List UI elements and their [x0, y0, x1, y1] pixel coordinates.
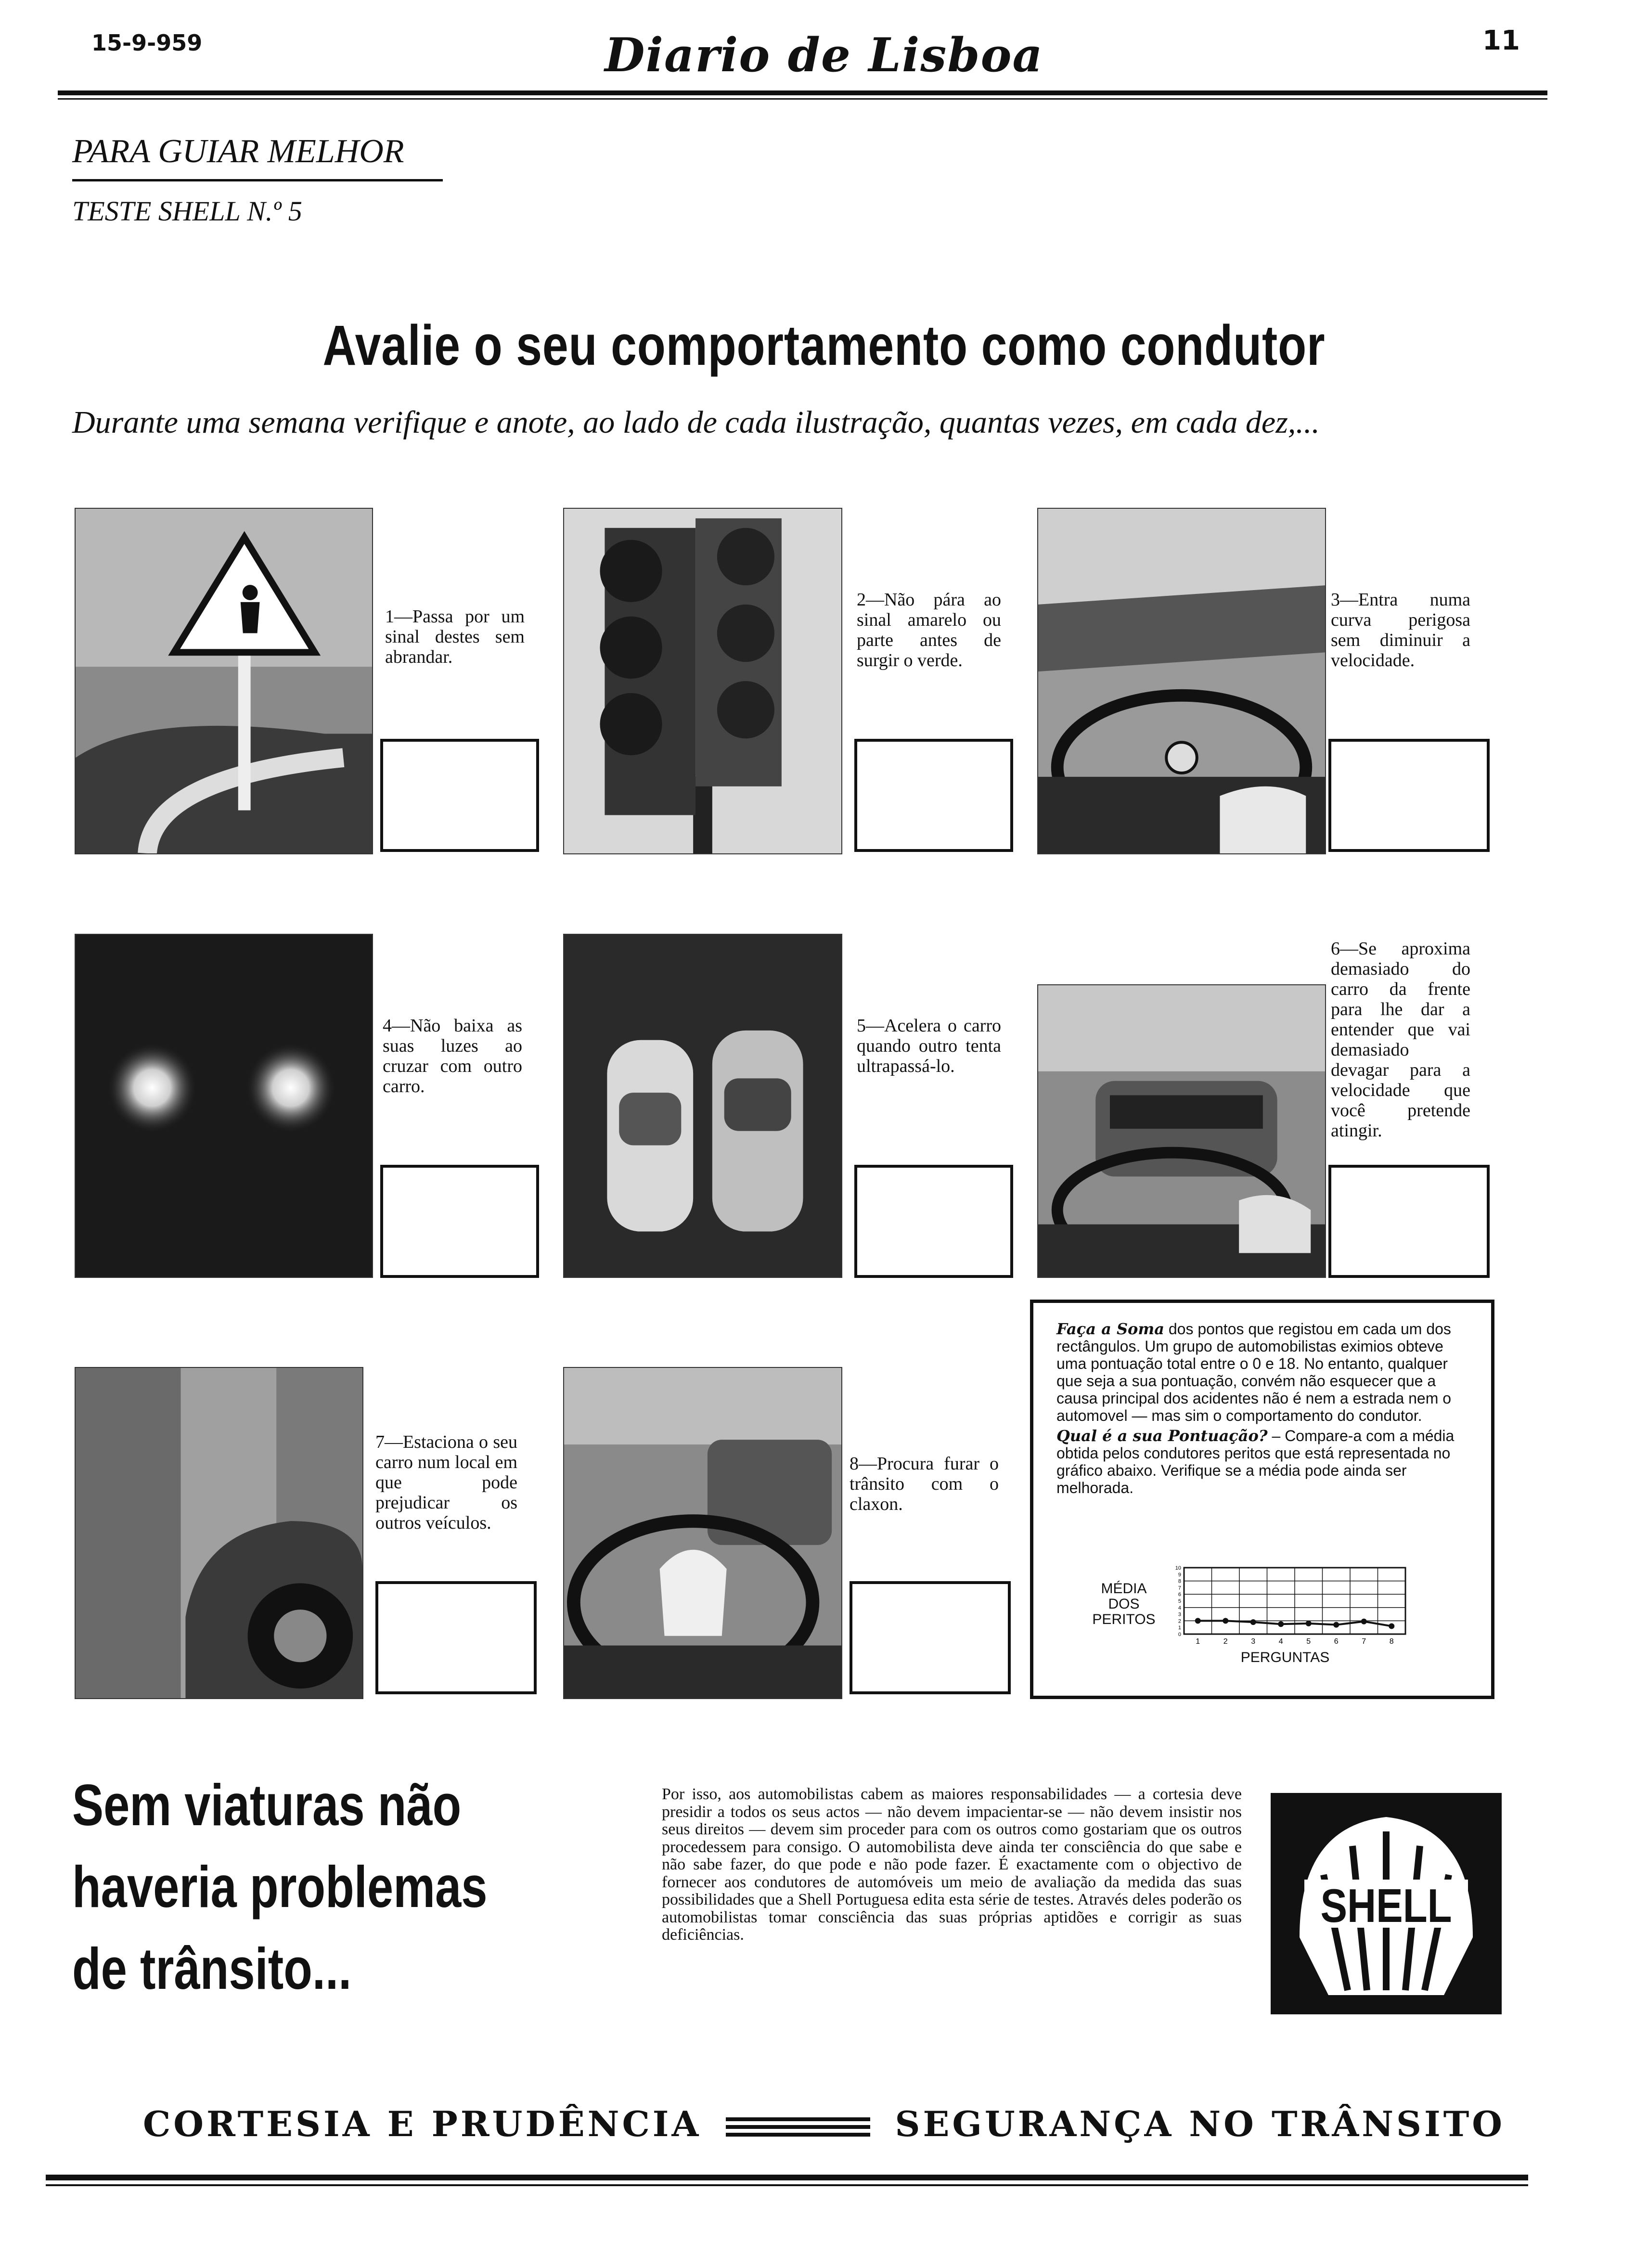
footer-slogan-left: CORTESIA E PRUDÊNCIA: [142, 2103, 702, 2144]
score-paragraph-2: [1056, 1427, 1468, 1496]
footer-rule: [46, 2175, 1528, 2180]
answer-box-7[interactable]: [375, 1581, 537, 1694]
answer-box-4[interactable]: [380, 1165, 539, 1278]
chart-x-tick-label: 2: [1223, 1637, 1228, 1646]
chart-x-tick-label: 6: [1334, 1637, 1339, 1646]
chart-data-point: [1250, 1619, 1256, 1625]
question-1-text: 1—Passa por um sinal destes sem abrandar.: [385, 606, 525, 667]
chart-data-point: [1223, 1618, 1228, 1624]
chart-y-tick-label: 10: [1175, 1565, 1181, 1571]
photo-two-cars: [563, 934, 842, 1278]
chart-y-tick-label: 7: [1178, 1585, 1181, 1591]
chart-y-tick-label: 2: [1178, 1618, 1181, 1624]
answer-box-3[interactable]: [1328, 739, 1490, 852]
question-2-text: 2—Não pára ao sinal amarelo ou parte antes de surgir o verde.: [857, 590, 1001, 670]
chart-ylabel: MÉDIA DOS PERITOS: [1092, 1581, 1156, 1627]
answer-box-5[interactable]: [854, 1165, 1013, 1278]
chart-data-point: [1306, 1621, 1312, 1626]
photo-tailgating: [1037, 984, 1326, 1278]
issue-date: 15-9-959: [91, 30, 203, 56]
chart-x-tick-label: 7: [1362, 1637, 1366, 1646]
section-kicker: PARA GUIAR MELHOR: [72, 133, 404, 170]
footer-rule-thin: [46, 2184, 1528, 2186]
chart-y-tick-label: 8: [1178, 1578, 1181, 1585]
score-paragraph-1: [1056, 1320, 1468, 1424]
score-lead-1: Faça a Soma: [1056, 1320, 1164, 1338]
test-number: TESTE SHELL N.º 5: [72, 195, 302, 227]
footer-slogan: [0, 2103, 1648, 2144]
chart-y-tick-label: 0: [1178, 1632, 1181, 1637]
masthead: Diario de Lisboa: [605, 28, 1043, 82]
header-rule: [58, 90, 1547, 95]
bottom-headline: Sem viaturas não haveria problemas de trânsito...: [72, 1772, 488, 2001]
score-text-1: dos pontos que registou em cada um dos rectângulos. Um grupo de automobilistas eximios obteve uma pontuação total entre o 0 e 18. No entanto, qualquer que seja a sua pontuação, convém não esquecer que a causa principal dos acidentes não é nem a estrada nem o automovel — mas sim o comportamento do condutor.: [1056, 1320, 1452, 1424]
footer-equals-sign: [726, 2117, 870, 2137]
chart-y-tick-label: 6: [1178, 1592, 1181, 1598]
photo-driver-curve: [1037, 508, 1326, 854]
answer-box-2[interactable]: [854, 739, 1013, 852]
header-rule-thin: [58, 98, 1547, 100]
kicker-rule: [72, 179, 443, 181]
footer-slogan-right: SEGURANÇA NO TRÂNSITO: [895, 2103, 1506, 2144]
page-number: 11: [1482, 25, 1520, 56]
chart-x-tick-label: 8: [1389, 1637, 1394, 1646]
question-4-text: 4—Não baixa as suas luzes ao cruzar com outro carro.: [383, 1016, 522, 1096]
chart-y-tick-label: 4: [1178, 1605, 1181, 1611]
chart-x-tick-label: 1: [1196, 1637, 1200, 1646]
chart-xlabel: PERGUNTAS: [1240, 1649, 1330, 1665]
photo-horn: [563, 1367, 842, 1699]
question-3-text: 3—Entra numa curva perigosa sem diminuir a velocidade.: [1331, 590, 1470, 670]
chart-data-point: [1278, 1621, 1284, 1627]
chart-y-tick-label: 3: [1178, 1611, 1181, 1618]
chart-y-tick-label: 1: [1178, 1625, 1181, 1631]
question-6-text: 6—Se aproxima demasiado do carro da frente para lhe dar a entender que vai demasiado devagar para a velocidade que você pretende atingir.: [1331, 939, 1470, 1141]
score-lead-2: Qual é a sua Pontuação?: [1056, 1427, 1268, 1445]
subheadline: Durante uma semana verifique e anote, ao lado de cada ilustração, quantas vezes, em cada dez,...: [72, 405, 1320, 440]
chart-data-point: [1361, 1619, 1367, 1624]
chart-x-tick-label: 5: [1306, 1637, 1311, 1646]
chart-x-tick-label: 3: [1251, 1637, 1256, 1646]
chart-data-point: [1389, 1623, 1394, 1629]
experts-chart: [1165, 1562, 1415, 1649]
bottom-body-text: Por isso, aos automobilistas cabem as maiores responsabilidades — a cortesia deve presidir a todos os seus actos — não devem impacientar-se — não devem insistir nos seus direitos — devem sim proceder para com os outros como gostariam que os outros procedessem para consigo. O automobilista deve ainda ter consciência do que sabe e não sabe fazer, do que pode e não pode fazer. É exactamente com o objectivo de fornecer aos condutores de automóveis um meio de avaliação da medida das suas possibilidades que a Shell Portuguesa edita esta série de testes. Através deles poderão os automobilistas tomar consciência das suas próprias aptidões e corrigir as suas deficiências.: [662, 1785, 1242, 1944]
score-text-2: – Compare-a com a média obtida pelos condutores peritos que está representada no gráfico abaixo. Verifique se a média pode ainda ser melhorada.: [1056, 1427, 1455, 1496]
photo-headlights: [75, 934, 373, 1278]
question-5-text: 5—Acelera o carro quando outro tenta ultrapassá-lo.: [857, 1016, 1001, 1076]
photo-parked-car: [75, 1367, 363, 1699]
chart-x-tick-label: 4: [1278, 1637, 1283, 1646]
question-7-text: 7—Estaciona o seu carro num local em que pode prejudicar os outros veículos.: [375, 1432, 517, 1533]
answer-box-8[interactable]: [850, 1581, 1011, 1694]
chart-y-tick-label: 9: [1178, 1572, 1181, 1578]
shell-logo: [1271, 1793, 1502, 2014]
shell-logo-text: SHELL: [1320, 1879, 1452, 1932]
photo-warning-sign: [75, 508, 373, 854]
photo-traffic-lights: [563, 508, 842, 854]
answer-box-1[interactable]: [380, 739, 539, 852]
question-8-text: 8—Procura furar o trânsito com o claxon.: [850, 1454, 999, 1514]
main-headline: Avalie o seu comportamento como condutor: [322, 314, 1326, 377]
chart-data-point: [1195, 1618, 1201, 1624]
chart-y-tick-label: 5: [1178, 1598, 1181, 1604]
chart-data-point: [1333, 1622, 1339, 1628]
answer-box-6[interactable]: [1328, 1165, 1490, 1278]
